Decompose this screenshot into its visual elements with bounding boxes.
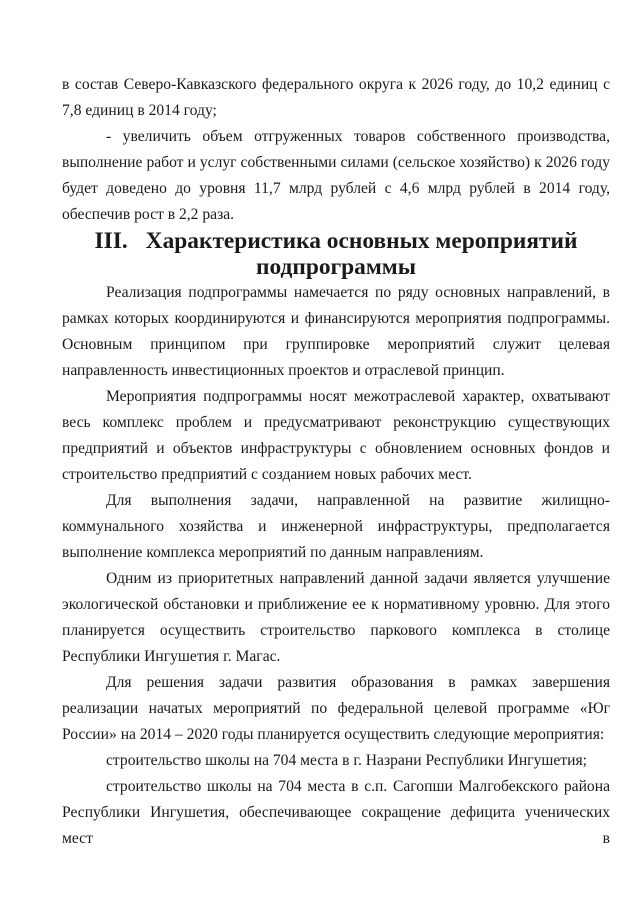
paragraph-shipped-goods-target: - увеличить объем отгруженных товаров собственного производства, выполнение работ и услуг собственными силами (сельское хозяйство) к 2026 году будет доведено до уровня 11,7 млрд рублей с 4,6 млрд рублей в 2014 году, обеспечив рост в 2,2 раза. bbox=[62, 128, 610, 223]
document-page bbox=[62, 72, 610, 852]
list-item-school-nazran: строительство школы на 704 места в г. Назрани Республики Ингушетия; bbox=[106, 752, 587, 769]
paragraph-ecology: Одним из приоритетных направлений данной задачи является улучшение экологической обстановки и приближение ее к нормативному уровню. Для этого планируется осуществить строительство паркового комплекса в столице Республики Ингушетия г. Магас. bbox=[62, 570, 610, 665]
list-item-school-sagopshi: строительство школы на 704 места в с.п. Сагопши Малгобекского района Республики Ингушетия, обеспечивающее сокращение дефицита ученических мест в bbox=[62, 778, 610, 847]
paragraph-district-target: в состав Северо-Кавказского федерального округа к 2026 году, до 10,2 единиц с 7,8 единиц в 2014 году; bbox=[62, 76, 610, 119]
paragraph-education: Для решения задачи развития образования в рамках завершения реализации начатых мероприятий по федеральной целевой программе «Юг России» на 2014 – 2020 годы планируется осуществить следующие мероприятия: bbox=[62, 674, 610, 743]
section-heading bbox=[62, 228, 610, 280]
section-title: Характеристика основных мероприятий подпрограммы bbox=[145, 228, 578, 280]
section-number: III. bbox=[94, 228, 128, 254]
paragraph-intersectoral: Мероприятия подпрограммы носят межотраслевой характер, охватывают весь комплекс проблем и предусматривают реконструкцию существующих предприятий и объектов инфраструктуры с обновлением основных фондов и строительство предприятий с созданием новых рабочих мест. bbox=[62, 388, 610, 483]
paragraph-directions: Реализация подпрограммы намечается по ряду основных направлений, в рамках которых координируются и финансируются мероприятия подпрограммы. Основным принципом при группировке мероприятий служит целевая направленность инвестиционных проектов и отраслевой принцип. bbox=[62, 284, 610, 379]
paragraph-housing-utilities: Для выполнения задачи, направленной на развитие жилищно-коммунального хозяйства и инженерной инфраструктуры, предполагается выполнение комплекса мероприятий по данным направлениям. bbox=[62, 492, 610, 561]
